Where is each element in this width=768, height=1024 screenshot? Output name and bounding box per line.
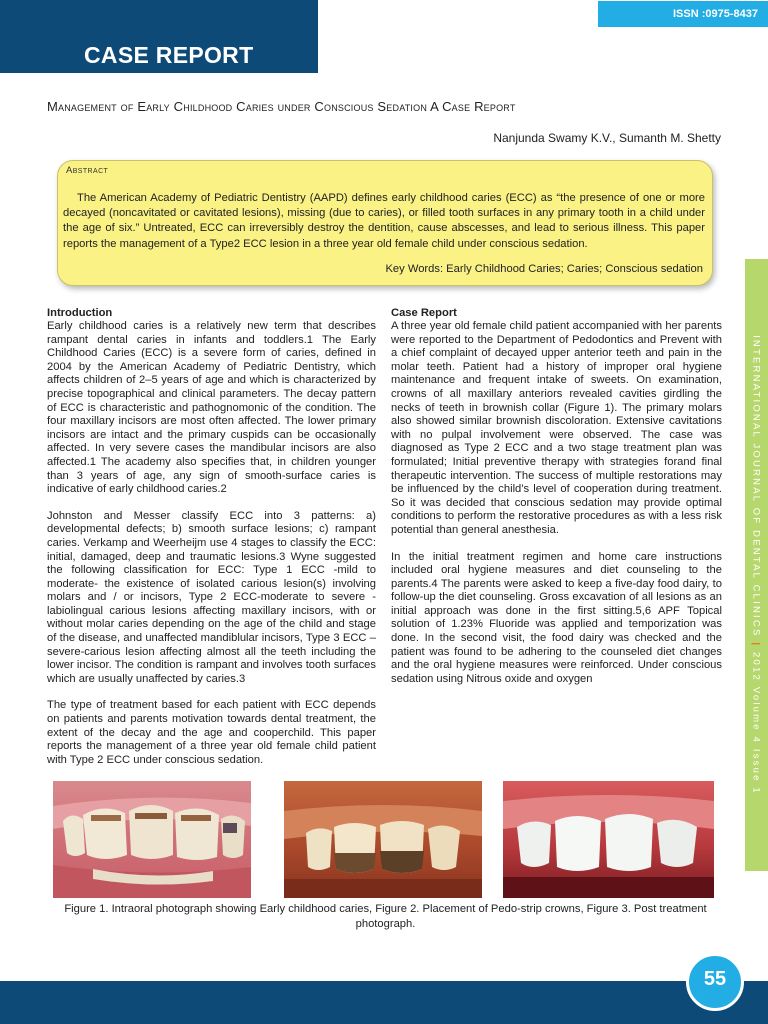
abstract-label: Abstract xyxy=(66,165,109,176)
figure-2-photo xyxy=(284,781,482,898)
figure-caption: Figure 1. Intraoral photograph showing Early childhood caries, Figure 2. Placement of Pedo-strip crowns, Figure 3. Post treatment photograph. xyxy=(64,903,707,930)
journal-sidebar-text xyxy=(751,335,762,795)
journal-issue: 2012 Volume 4 Issue 1 xyxy=(750,652,762,795)
abstract-text: The American Academy of Pediatric Dentistry (AAPD) defines early childhood caries (ECC) as “the presence of one or more decayed (noncavitated or cavitated lesions), missing (due to caries), or filled tooth surfaces in any primary tooth in a child under the age of six.” Untreated, ECC can irreversibly destroy the dentition, cause abscesses, and lead to serious illness. This paper reports the management of a Type2 ECC lesion in a three year old female child under conscious sedation. xyxy=(63,192,705,250)
journal-name: INTERNATIONAL JOURNAL OF DENTAL CLINICS xyxy=(750,335,762,638)
issn-badge: ISSN :0975-8437 xyxy=(598,1,768,27)
article-title: Management of Early Childhood Caries under Conscious Sedation A Case Report xyxy=(47,99,516,114)
section-label: CASE REPORT xyxy=(84,42,254,68)
left-column xyxy=(47,306,376,767)
right-column xyxy=(391,306,722,686)
case-paragraph-2: In the initial treatment regimen and home care instructions included oral hygiene measures and diet counseling to the parents.4 The parents were asked to keep a five-day food dairy, to follow-up the diet counseling. Gross excavation of all lesions as an initial approach was done in the first sitting.5,6 APF Topical solution of 1.23% Fluoride was applied and temporization was done. In the second visit, the food dairy was checked and the patient was found to be adhering to the counseled diet changes and the oral hygiene measures were reinforced. Under conscious sedation using Nitrous oxide and oxygen xyxy=(391,550,722,685)
page-number: 55 xyxy=(703,968,727,990)
intro-paragraph-1: Early childhood caries is a relatively new term that describes rampant dental caries in infants and toddlers.1 The Early Childhood Caries (ECC) is a severe form of caries, defined in 2004 by the American Academy of Pediatric Dentistry, which affects children of 2–5 years of age and which is characterized by precise topographical and clinical parameters. The decay pattern of ECC is characteristic and pathognomonic of the condition. The four maxillary incisors are most often affected. The lower primary incisors are intact and the primary cuspids can be occasionally affected. In very severe cases the mandibular incisors are also affected.1 The academy also specifies that, in children younger than 3 years of age, any sign of smooth-surface caries is indicative of early childhood caries.2 xyxy=(47,320,376,496)
figure-1-photo xyxy=(53,781,251,898)
intro-paragraph-3: The type of treatment based for each patient with ECC depends on patients and parents motivation towards dental treatment, the extent of the decay and the age and cooperchild. This paper reports the management of a three year old female child patient with Type 2 ECC under conscious sedation. xyxy=(47,699,376,766)
footer-band xyxy=(0,981,768,1024)
introduction-heading: Introduction xyxy=(47,307,113,319)
keywords: Key Words: Early Childhood Caries; Caries; Conscious sedation xyxy=(385,263,703,275)
sidebar-separator: | xyxy=(750,642,762,648)
case-report-heading: Case Report xyxy=(391,307,457,319)
case-paragraph-1: A three year old female child patient accompanied with her parents were reported to the Department of Pedodontics and Prevent with a chief complaint of decayed upper anterior teeth and pain in the molar teeth. Patient had a history of improper oral hygiene maintenance and frequent intake of sweets. On examination, crowns of all maxillary anteriors revealed cavities girdling the necks of teeth in brownish collar (Figure 1). The primary molars also showed similar brownish discoloration. Extensive cavitations with no pulpal involvement were observed. The case was diagnosed as Type 2 ECC and a two stage treatment plan was formulated; Initial preventive therapy with strategies forand final therapeutic intervention. The success of multiple restorations may be influenced by the child’s level of cooperation during treatment. So it was decided that conscious sedation may provide optimal conditions to perform the restorative procedures as with a less risk potential than general anesthesia. xyxy=(391,320,722,536)
figure-3-photo xyxy=(503,781,714,898)
article-authors: Nanjunda Swamy K.V., Sumanth M. Shetty xyxy=(493,131,721,145)
intro-paragraph-2: Johnston and Messer classify ECC into 3 patterns: a) developmental defects; b) smooth surface lesions; c) rampant caries. Verkamp and Weerheijm use 4 stages to classify the ECC: initial, damaged, deep and traumatic lesions.3 Wyne suggested the following classification for ECC: Type 1 ECC -mild to moderate- the existence of isolated carious lesion(s) involving molars and / or incisors, Type 2 ECC-moderate to severe -labiolingual carious lesions affecting maxillary incisors, with or without molar caries depending on the age of the child and stage of the disease, and unaffected mandiblular incisors, Type 3 ECC – severe-carious lesion affecting almost all the teeth including the lower incisor. The condition is rampant and involves tooth surfaces which are usually unaffected by caries.3 xyxy=(47,509,376,685)
